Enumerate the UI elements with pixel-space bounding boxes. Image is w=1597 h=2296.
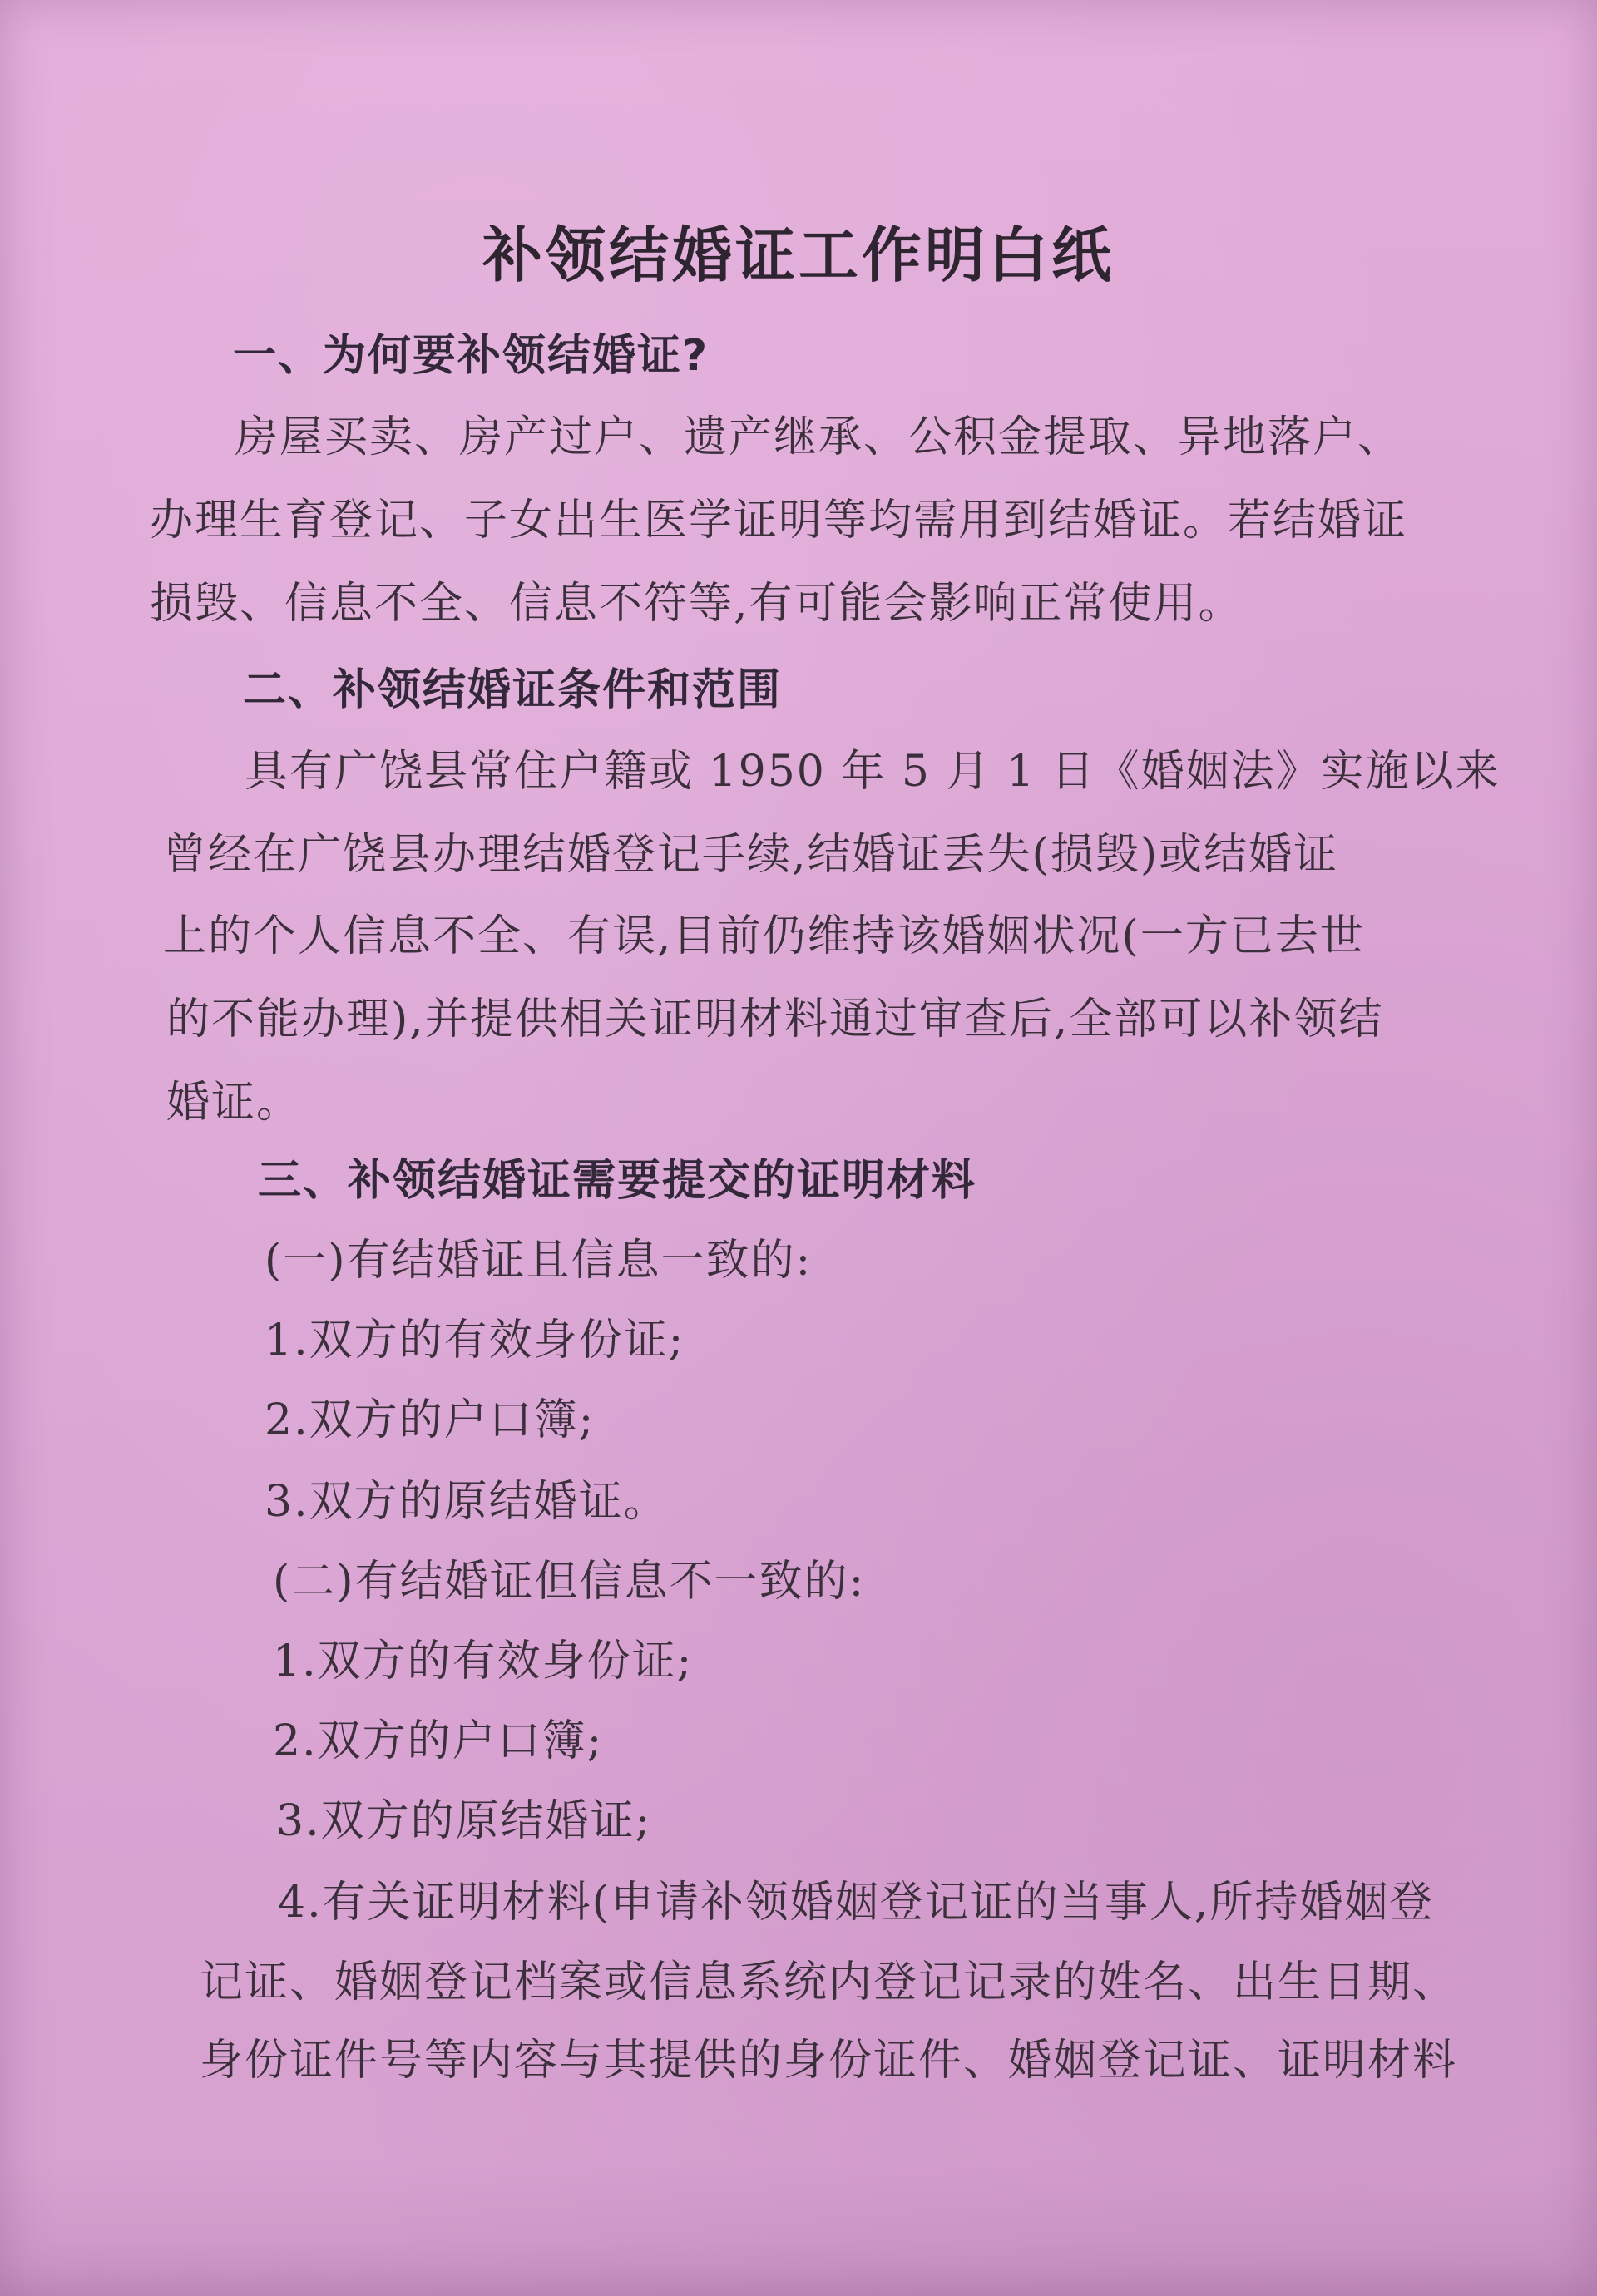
section-2-line-5: 婚证。 (166, 1078, 302, 1128)
section-2-line-2: 曾经在广饶县办理结婚登记手续,结婚证丢失(损毁)或结婚证 (163, 830, 1339, 880)
section-3-heading: 三、补领结婚证需要提交的证明材料 (258, 1156, 977, 1206)
document-title: 补领结婚证工作明白纸 (482, 220, 1115, 290)
section-2-line-1: 具有广饶县常住户籍或 1950 年 5 月 1 日《婚姻法》实施以来 (245, 747, 1501, 797)
section-2-line-4: 的不能办理),并提供相关证明材料通过审查后,全部可以补领结 (166, 995, 1384, 1044)
group-2-item-2: 2.双方的户口簿; (273, 1716, 604, 1766)
group-2-item-3: 3.双方的原结婚证; (276, 1796, 652, 1846)
group-2-heading: (二)有结婚证但信息不一致的: (273, 1557, 866, 1607)
group-1-heading: (一)有结婚证且信息一致的: (265, 1236, 813, 1286)
section-1-heading: 一、为何要补领结婚证? (233, 331, 710, 381)
group-1-item-3: 3.双方的原结婚证。 (265, 1477, 669, 1527)
group-2-item-4-line-1: 4.有关证明材料(申请补领婚姻登记证的当事人,所持婚姻登 (278, 1878, 1435, 1928)
group-1-item-2: 2.双方的户口簿; (265, 1395, 596, 1445)
section-2-line-3: 上的个人信息不全、有误,目前仍维持该婚姻状况(一方已去世 (163, 911, 1365, 961)
paper-bottom-shadow (0, 2162, 1597, 2296)
section-2-heading: 二、补领结婚证条件和范围 (243, 665, 783, 715)
group-2-item-4-line-2: 记证、婚姻登记档案或信息系统内登记记录的姓名、出生日期、 (200, 1958, 1458, 2007)
group-2-item-1: 1.双方的有效身份证; (273, 1637, 694, 1686)
section-1-line-1: 房屋买卖、房产过户、遗产继承、公积金提取、异地落户、 (235, 412, 1403, 462)
group-2-item-4-line-3: 身份证件号等内容与其提供的身份证件、婚姻登记证、证明材料 (200, 2036, 1458, 2086)
section-1-line-3: 损毁、信息不全、信息不符等,有可能会影响正常使用。 (150, 579, 1243, 629)
section-1-line-2: 办理生育登记、子女出生医学证明等均需用到结婚证。若结婚证 (150, 496, 1408, 546)
group-1-item-1: 1.双方的有效身份证; (265, 1316, 685, 1365)
